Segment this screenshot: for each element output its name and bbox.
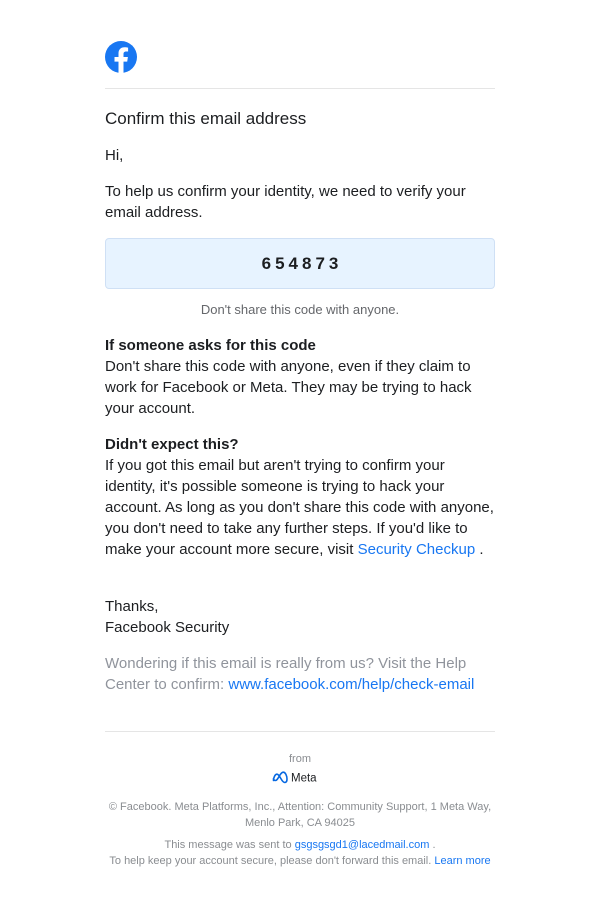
thanks-text: Thanks, [105,598,159,615]
section-body: If you got this email but aren't trying to confirm your identity, it's possible someone is trying to hack your account. As long as you don't share this code with anyone, you don't need to take any further steps. If you'd like to make your account more secure, visit [105,457,494,558]
sent-to-prefix: This message was sent to [164,839,292,851]
footer-copyright: © Facebook. Meta Platforms, Inc., Attention: Community Support, 1 Meta Way, Menlo Park, CA 94025 [108,801,492,829]
signoff [105,596,229,638]
section-didnt-expect [105,434,497,560]
secure-text: To help keep your account secure, please don't forward this email. [109,855,432,867]
security-checkup-link[interactable]: Security Checkup [357,541,476,558]
sent-to-line [105,837,495,853]
section-heading: If someone asks for this code [105,337,316,354]
signoff-team: Facebook Security [105,619,230,636]
facebook-logo-icon[interactable] [105,41,137,73]
learn-more-link[interactable]: Learn more [434,855,491,867]
from-label: from [289,753,311,765]
sent-to-suffix: . [432,839,436,851]
section-body: Don't share this code with anyone, even if they claim to work for Facebook or Meta. They may be trying to hack your account. [105,358,472,417]
header-divider [105,88,495,89]
verification-code-box [105,238,495,289]
secure-line [105,853,495,869]
meta-logo-text: Meta [291,772,317,784]
verification-code[interactable]: 654873 [261,253,343,273]
section-someone-asks [105,335,497,419]
email-title: Confirm this email address [105,109,307,128]
recipient-email-link[interactable]: gsgsgsgd1@lacedmail.com [294,839,430,851]
help-center-note [105,653,497,695]
help-center-text: Wondering if this email is really from us? Visit the Help Center to confirm: [105,655,467,693]
code-note: Don't share this code with anyone. [200,302,400,317]
intro-text: To help us confirm your identity, we need to verify your email address. [105,183,466,221]
meta-logo-icon [272,770,328,784]
section-body-wrap [105,455,497,560]
footer-divider [105,731,495,732]
greeting: Hi, [105,147,124,164]
footer-sent-info [105,837,495,869]
period: . [479,541,484,558]
section-heading: Didn't expect this? [105,436,239,453]
help-check-email-link[interactable]: www.facebook.com/help/check-email [228,676,475,693]
